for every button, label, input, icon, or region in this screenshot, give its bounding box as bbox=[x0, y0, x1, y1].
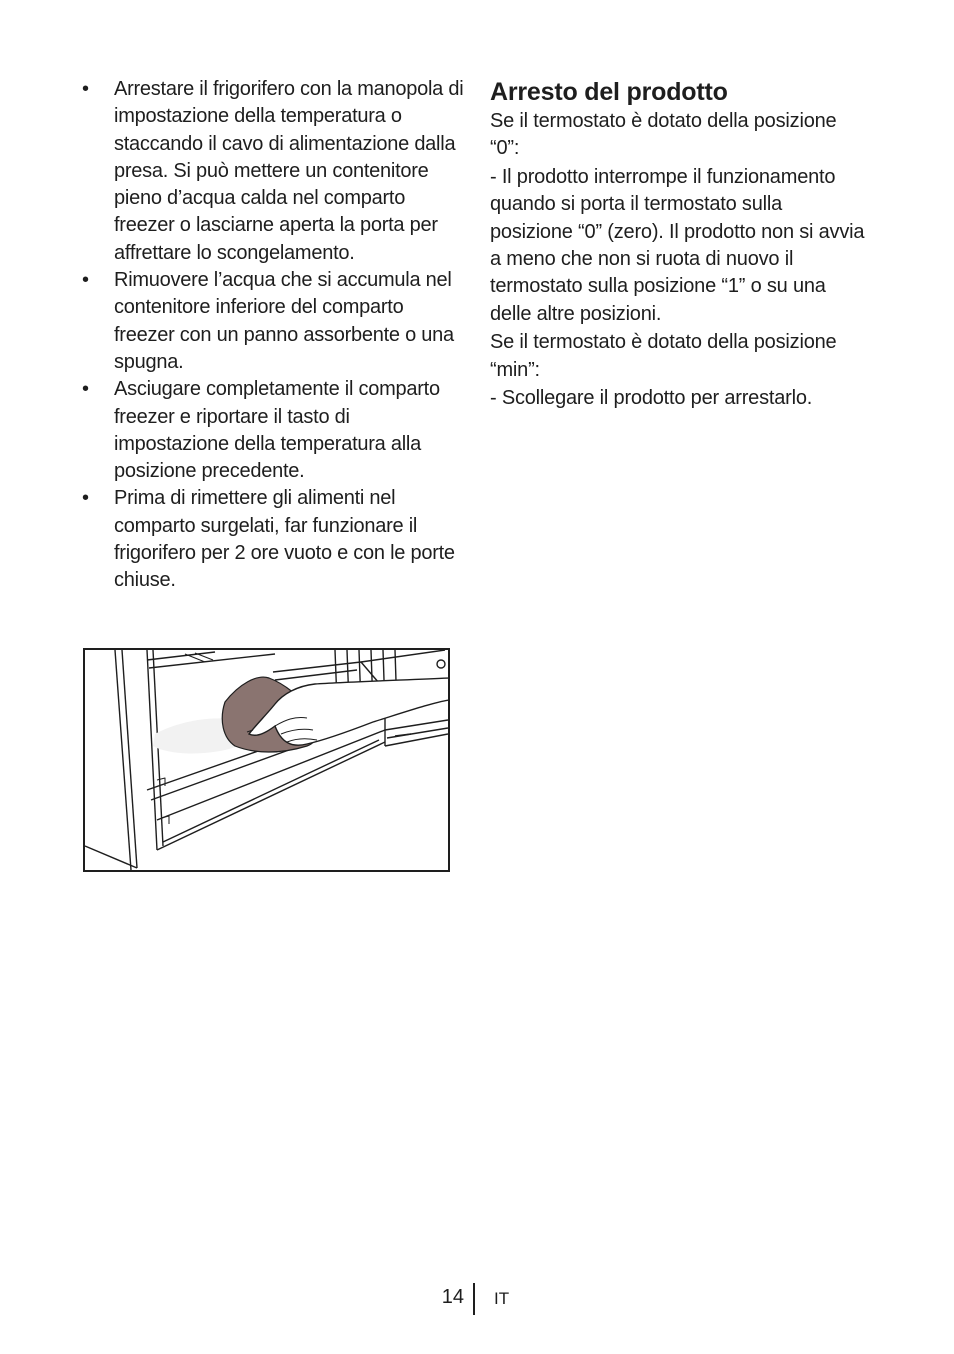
page-footer bbox=[0, 1283, 954, 1317]
paragraph: - Il prodotto interrompe il funzionamento quando si porta il termostato sulla posizione “0” (zero). Il prodotto non si avvia a meno che non si ruota di nuovo il termostato sulla posizione “1” o su una delle altre posizioni. bbox=[490, 166, 865, 325]
list-item: • Prima di rimettere gli alimenti nel comparto surgelati, far funzionare il frigorifero per 2 ore vuoto e con le porte chiuse. bbox=[82, 485, 468, 594]
footer-divider bbox=[473, 1283, 475, 1315]
paragraph: Se il termostato è dotato della posizione “min”: bbox=[490, 331, 837, 381]
freezer-cleaning-illustration bbox=[83, 648, 450, 872]
list-item: • Asciugare completamente il comparto freezer e riportare il tasto di impostazione della temperatura alla posizione precedente. bbox=[82, 376, 468, 485]
list-item: • Arrestare il frigorifero con la manopola di impostazione della temperatura o staccando il cavo di alimentazione dalla presa. Si può mettere un contenitore pieno d’acqua calda nel comparto freezer o lasciarne aperta la porta per affrettare lo scongelamento. bbox=[82, 76, 468, 267]
hand-wiping-freezer-icon bbox=[85, 650, 448, 870]
defrost-steps-list bbox=[82, 76, 468, 595]
right-column bbox=[490, 76, 870, 414]
section-title: Arresto del prodotto bbox=[490, 78, 728, 106]
left-column bbox=[82, 76, 468, 595]
paragraph: Se il termostato è dotato della posizione “0”: bbox=[490, 110, 837, 160]
section-body bbox=[490, 108, 870, 413]
paragraph: - Scollegare il prodotto per arrestarlo. bbox=[490, 387, 813, 410]
language-code: IT bbox=[494, 1289, 510, 1308]
page-number: 14 bbox=[441, 1286, 464, 1308]
list-item: • Rimuovere l’acqua che si accumula nel contenitore inferiore del comparto freezer con un panno assorbente o una spugna. bbox=[82, 267, 468, 376]
